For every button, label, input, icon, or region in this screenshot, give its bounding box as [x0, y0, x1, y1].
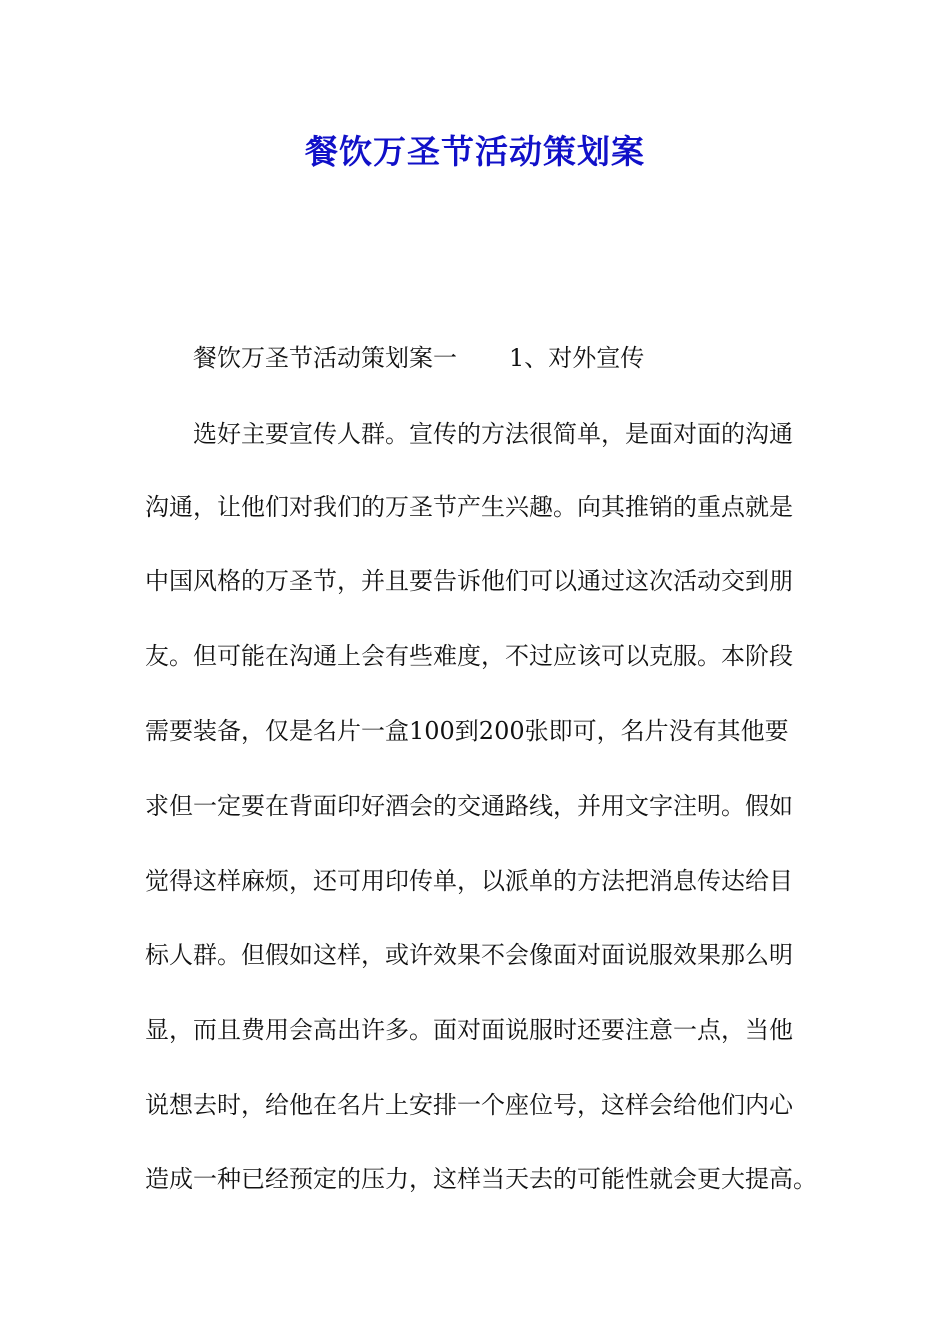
paragraph-line: 选好主要宣传人群。宣传的方法很简单，是面对面的沟通 — [193, 420, 793, 448]
section-heading-text: 餐饮万圣节活动策划案一 — [193, 344, 457, 372]
paragraph-line: 造成一种已经预定的压力，这样当天去的可能性就会更大提高。 — [145, 1165, 817, 1193]
section-heading-line — [193, 341, 873, 375]
paragraph-line: 沟通，让他们对我们的万圣节产生兴趣。向其推销的重点就是 — [145, 493, 793, 521]
paragraph-line: 说想去时，给他在名片上安排一个座位号，这样会给他们内心 — [145, 1091, 793, 1119]
paragraph-line: 觉得这样麻烦，还可用印传单，以派单的方法把消息传达给目 — [145, 867, 793, 895]
paragraph-line: 显，而且费用会高出许多。面对面说服时还要注意一点，当他 — [145, 1016, 793, 1044]
paragraph-line: 标人群。但假如这样，或许效果不会像面对面说服效果那么明 — [145, 941, 793, 969]
document-title: 餐饮万圣节活动策划案 — [305, 132, 645, 171]
paragraph-line: 友。但可能在沟通上会有些难度，不过应该可以克服。本阶段 — [145, 642, 793, 670]
paragraph-line: 中国风格的万圣节，并且要告诉他们可以通过这次活动交到朋 — [145, 567, 793, 595]
section-subheading-text: 1、对外宣传 — [509, 344, 645, 372]
paragraph-line: 求但一定要在背面印好酒会的交通路线，并用文字注明。假如 — [145, 792, 793, 820]
paragraph-line: 需要装备，仅是名片一盒100到200张即可，名片没有其他要 — [145, 717, 789, 745]
